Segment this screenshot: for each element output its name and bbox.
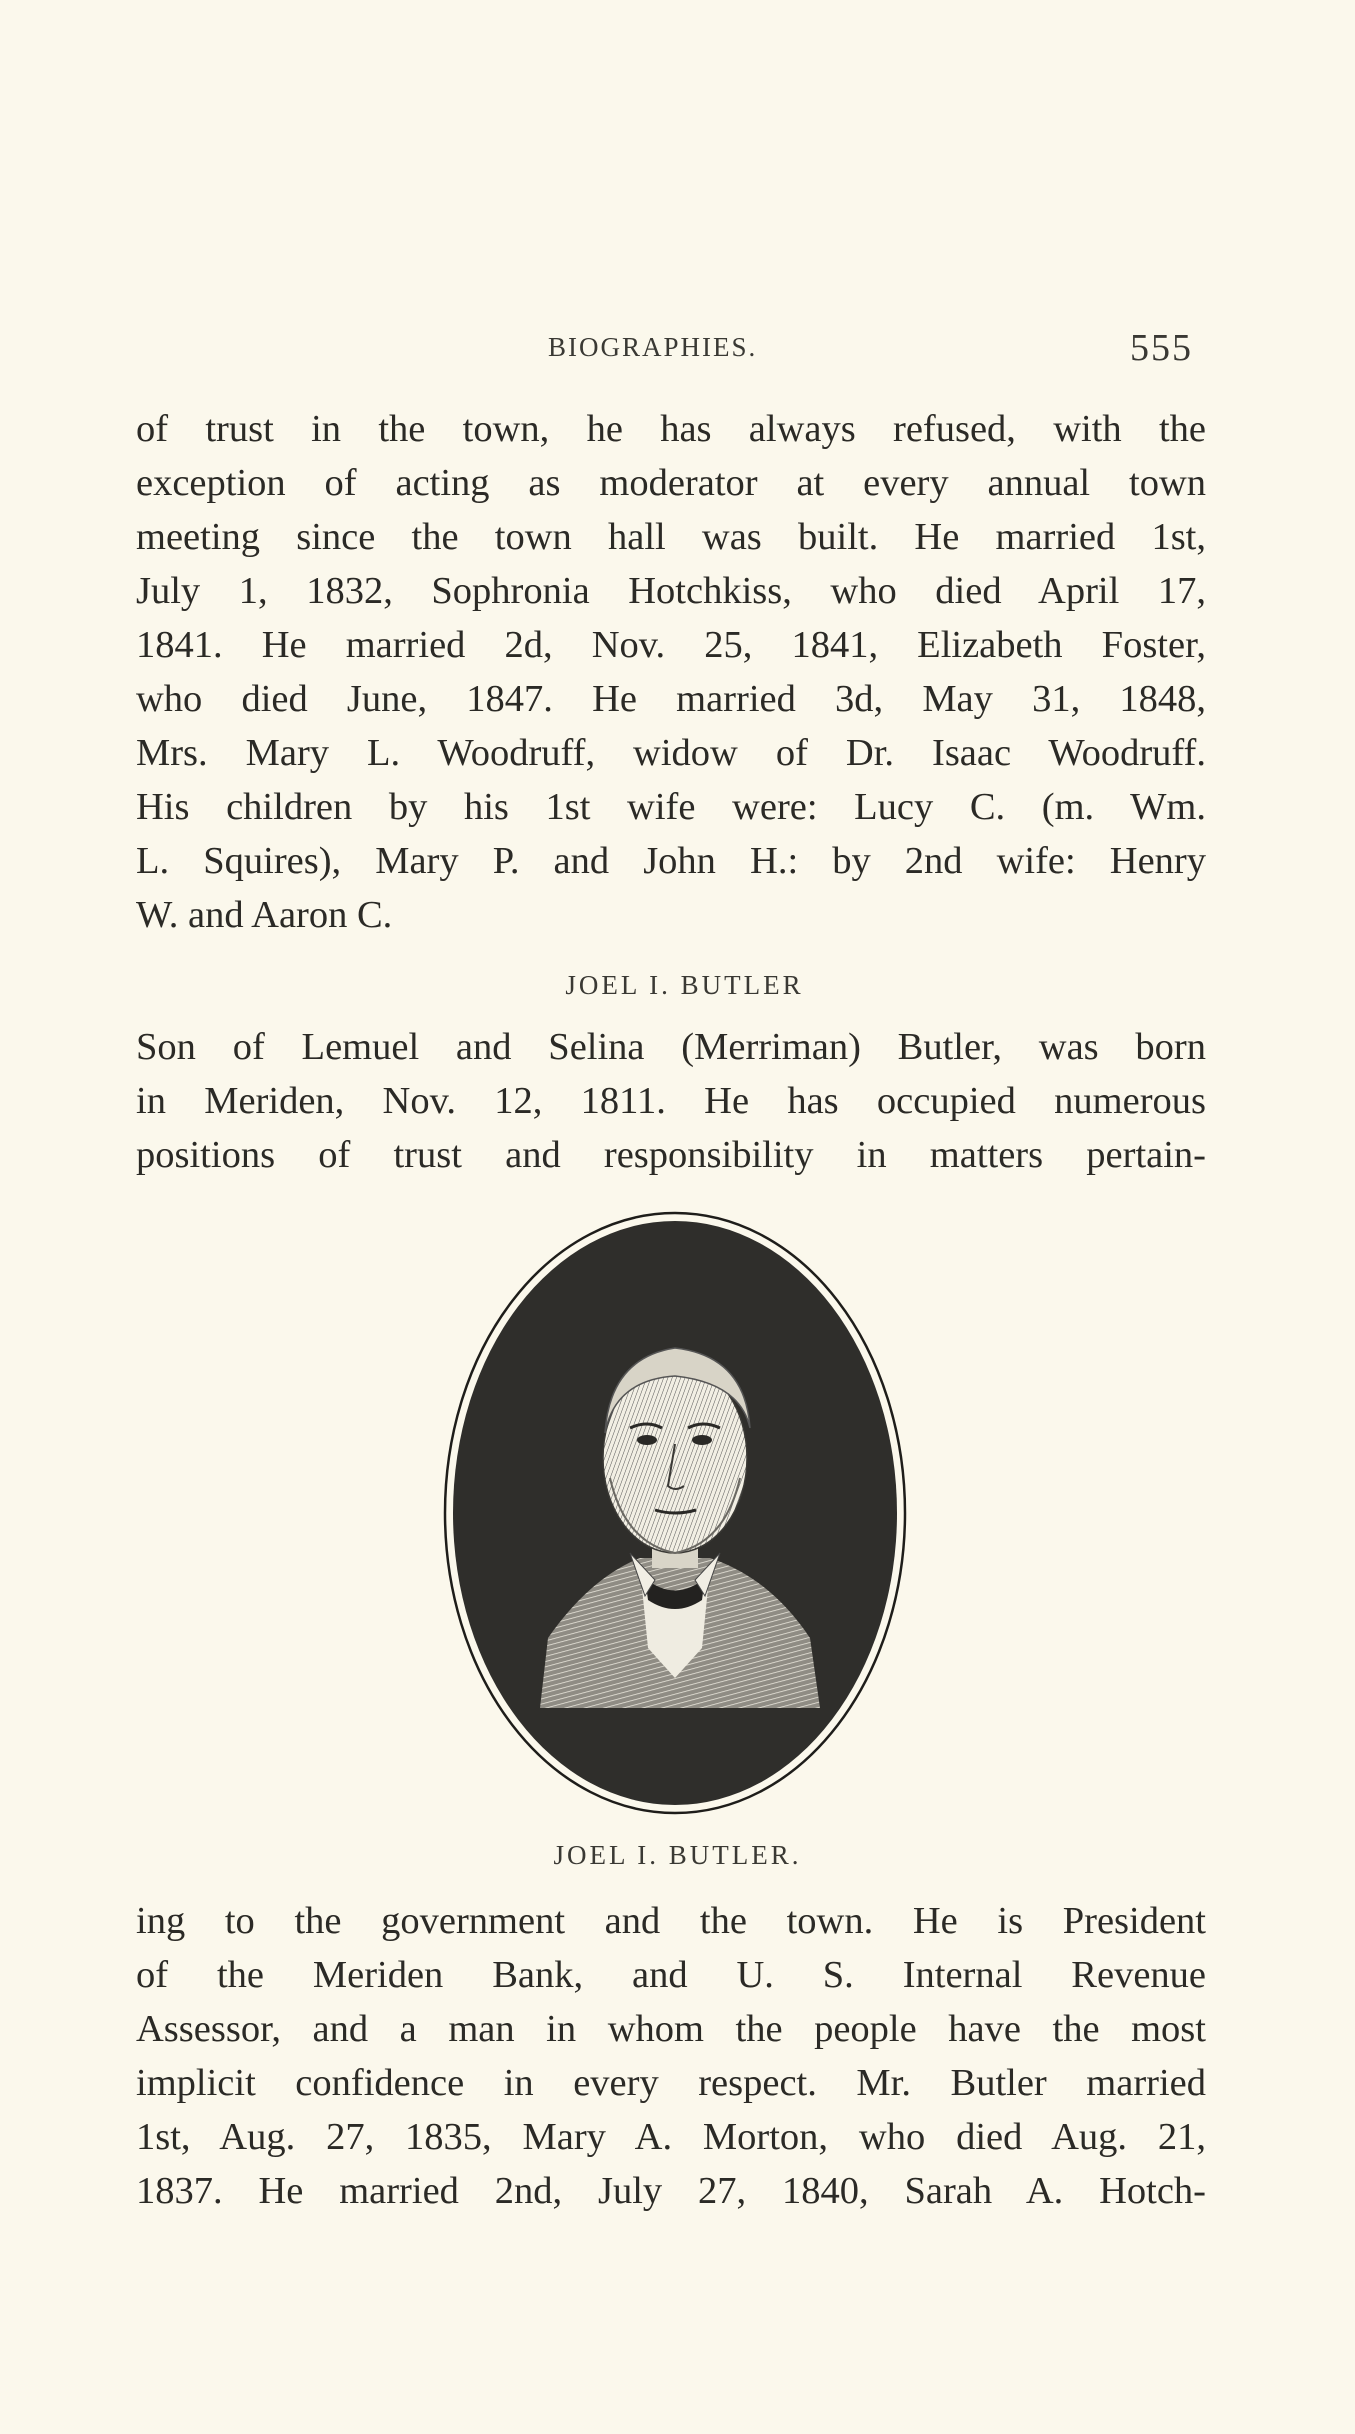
text-line: of the Meriden Bank, and U. S. Internal Revenue xyxy=(136,1954,1206,1996)
text-line: implicit confidence in every respect. Mr. Butler married xyxy=(136,2062,1206,2104)
text-line: His children by his 1st wife were: Lucy C. (m. Wm. xyxy=(136,786,1206,828)
text-line: 1841. He married 2d, Nov. 25, 1841, Elizabeth Foster, xyxy=(136,624,1206,666)
text-line: L. Squires), Mary P. and John H.: by 2nd wife: Henry xyxy=(136,840,1206,882)
text-line: who died June, 1847. He married 3d, May 31, 1848, xyxy=(136,678,1206,720)
text-line: of trust in the town, he has always refused, with the xyxy=(136,408,1206,450)
running-title: BIOGRAPHIES. xyxy=(548,332,758,362)
text-line: ing to the government and the town. He is President xyxy=(136,1900,1206,1942)
text-line: exception of acting as moderator at every annual town xyxy=(136,462,1206,504)
text-line: Son of Lemuel and Selina (Merriman) Butler, was born xyxy=(136,1026,1206,1068)
text-line: Assessor, and a man in whom the people have the most xyxy=(136,2008,1206,2050)
page-number: 555 xyxy=(1130,327,1193,369)
portrait-image xyxy=(440,1208,910,1818)
text-line: Mrs. Mary L. Woodruff, widow of Dr. Isaac Woodruff. xyxy=(136,732,1206,774)
portrait-engraving xyxy=(440,1208,910,1818)
text-line: 1837. He married 2nd, July 27, 1840, Sarah A. Hotch- xyxy=(136,2170,1206,2212)
section-heading: JOEL I. BUTLER xyxy=(565,970,804,1000)
portrait-caption: JOEL I. BUTLER. xyxy=(553,1840,802,1870)
text-line: meeting since the town hall was built. He married 1st, xyxy=(136,516,1206,558)
running-head xyxy=(0,318,1355,378)
biography-paragraph xyxy=(136,1020,1206,1182)
paragraph-continuation xyxy=(136,402,1206,942)
biography-paragraph-continued xyxy=(136,1894,1206,2218)
text-line: in Meriden, Nov. 12, 1811. He has occupied numerous xyxy=(136,1080,1206,1122)
text-line: July 1, 1832, Sophronia Hotchkiss, who died April 17, xyxy=(136,570,1206,612)
text-line: W. and Aaron C. xyxy=(136,894,393,936)
text-line: positions of trust and responsibility in matters pertain- xyxy=(136,1134,1206,1176)
text-line: 1st, Aug. 27, 1835, Mary A. Morton, who died Aug. 21, xyxy=(136,2116,1206,2158)
